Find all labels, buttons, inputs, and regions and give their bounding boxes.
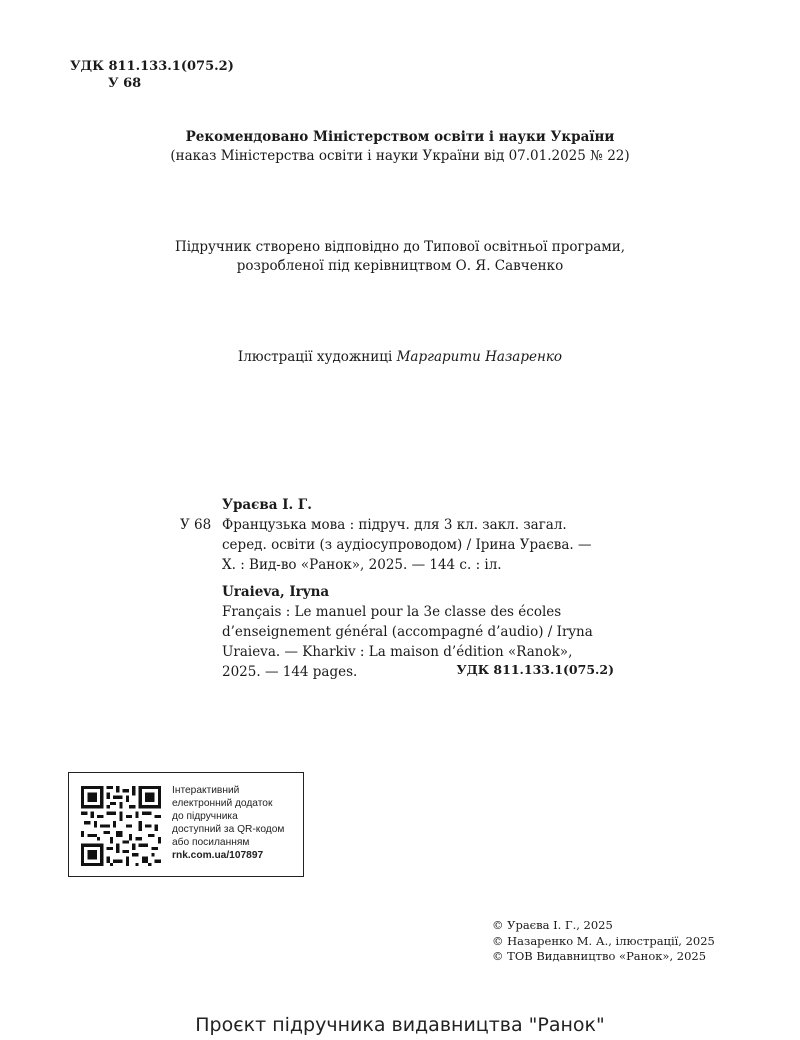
copyright-illustrator: © Назаренко М. А., ілюстрації, 2025 bbox=[492, 933, 715, 948]
recommendation-line-2: (наказ Міністерства освіти і науки України від 07.01.2025 № 22) bbox=[170, 148, 630, 164]
bib-ua-line-2: серед. освіти (з аудіосупроводом) / Ірина Ураєва. — bbox=[222, 537, 592, 553]
program-note-line-1: Підручник створено відповідно до Типової освітньої програми, bbox=[174, 239, 626, 255]
copyright-author: © Ураєва І. Г., 2025 bbox=[492, 918, 613, 932]
qr-line-4: доступний за QR-кодом bbox=[172, 824, 285, 835]
bib-cipher: У 68 bbox=[180, 517, 212, 533]
bib-fr-line-4: 2025. — 144 pages. bbox=[222, 664, 358, 680]
recommendation-line-1: Рекомендовано Міністерством освіти і науки України bbox=[185, 129, 615, 145]
illustrations-credit bbox=[0, 348, 800, 367]
illustrations-artist: Маргарити Назаренко bbox=[396, 349, 563, 365]
footer-watermark: Проєкт підручника видавництва "Ранок" bbox=[195, 1014, 605, 1036]
illustrations-label: Ілюстрації художниці bbox=[237, 349, 393, 365]
author-cipher: У 68 bbox=[108, 76, 142, 91]
qr-description bbox=[172, 784, 302, 862]
qr-link[interactable]: rnk.com.ua/107897 bbox=[172, 850, 264, 861]
bibliographic-record-ua bbox=[180, 495, 615, 575]
bib-author-fr: Uraieva, Iryna bbox=[222, 584, 330, 600]
program-note-line-2: розробленої під керівництвом О. Я. Савченко bbox=[236, 258, 564, 274]
copyright-publisher: © ТОВ Видавництво «Ранок», 2025 bbox=[492, 949, 707, 963]
bib-author-ua: Ураєва І. Г. bbox=[222, 497, 312, 513]
udk-footer-code: УДК 811.133.1(075.2) bbox=[456, 662, 614, 677]
qr-panel bbox=[68, 772, 304, 877]
qr-line-1: Інтерактивний bbox=[172, 785, 240, 796]
bib-fr-line-1: Français : Le manuel pour la 3e classe des écoles bbox=[222, 604, 562, 620]
ministry-recommendation bbox=[0, 128, 800, 166]
qr-line-2: електронний додаток bbox=[172, 798, 273, 809]
udk-code: УДК 811.133.1(075.2) bbox=[70, 59, 234, 74]
copyright-block bbox=[492, 918, 715, 965]
udk-header bbox=[70, 58, 234, 92]
qr-line-5: або посиланням bbox=[172, 837, 250, 848]
bib-ua-line-1: Французька мова : підруч. для 3 кл. закл. загал. bbox=[222, 517, 567, 533]
qr-line-3: до підручника bbox=[172, 811, 238, 822]
bib-fr-line-2: d’enseignement général (accompagné d’audio) / Iryna bbox=[222, 624, 593, 640]
qr-code-icon[interactable] bbox=[81, 786, 161, 866]
bib-ua-line-3: Х. : Вид-во «Ранок», 2025. — 144 с. : іл. bbox=[222, 557, 502, 573]
program-note bbox=[0, 238, 800, 276]
bib-fr-line-3: Uraieva. — Kharkiv : La maison d’édition «Ranok», bbox=[222, 644, 573, 660]
